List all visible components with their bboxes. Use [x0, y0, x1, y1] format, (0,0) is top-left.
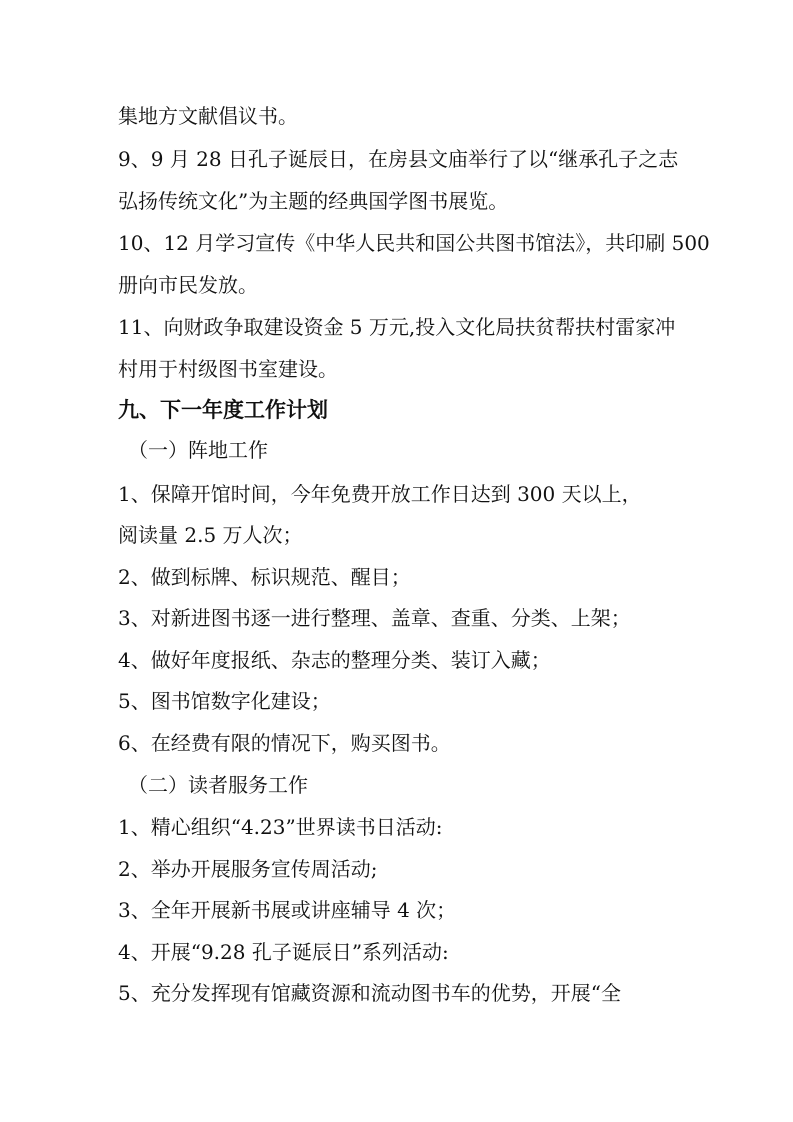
plan-item-1: 1、保障开馆时间，今年免费开放工作日达到 300 天以上， — [118, 482, 642, 506]
text-line-item-11-cont: 村用于村级图书室建设。 — [118, 357, 338, 381]
text-line-item-9: 9、9 月 28 日孔子诞辰日，在房县文庙举行了以“继承孔子之志 — [118, 147, 679, 171]
text-line-item-10-cont: 册向市民发放。 — [118, 273, 258, 297]
service-item-4: 4、开展“9.28 孔子诞辰日”系列活动: — [118, 940, 449, 964]
subsection-heading-2: （二）读者服务工作 — [128, 773, 308, 797]
plan-item-4: 4、做好年度报纸、杂志的整理分类、装订入藏； — [118, 648, 551, 672]
text-line-continuation: 集地方文献倡议书。 — [118, 104, 298, 128]
plan-item-2: 2、做到标牌、标识规范、醒目； — [118, 565, 411, 589]
section-heading: 九、下一年度工作计划 — [118, 398, 328, 422]
text-line-item-10: 10、12 月学习宣传《中华人民共和国公共图书馆法》，共印刷 500 — [118, 231, 710, 255]
text-line-item-11: 11、向财政争取建设资金 5 万元,投入文化局扶贫帮扶村雷家冲 — [118, 315, 676, 339]
service-item-5: 5、充分发挥现有馆藏资源和流动图书车的优势，开展“全 — [118, 981, 621, 1005]
plan-item-6: 6、在经费有限的情况下，购买图书。 — [118, 731, 451, 755]
service-item-2: 2、举办开展服务宣传周活动; — [118, 857, 378, 881]
service-item-3: 3、全年开展新书展或讲座辅导 4 次； — [118, 898, 457, 922]
plan-item-1-cont: 阅读量 2.5 万人次； — [118, 523, 303, 547]
plan-item-5: 5、图书馆数字化建设； — [118, 689, 331, 713]
subsection-heading-1: （一）阵地工作 — [128, 438, 268, 462]
service-item-1: 1、精心组织“4.23”世界读书日活动: — [118, 815, 443, 839]
plan-item-3: 3、对新进图书逐一进行整理、盖章、查重、分类、上架； — [118, 606, 631, 630]
text-line-item-9-cont: 弘扬传统文化”为主题的经典国学图书展览。 — [118, 189, 509, 213]
